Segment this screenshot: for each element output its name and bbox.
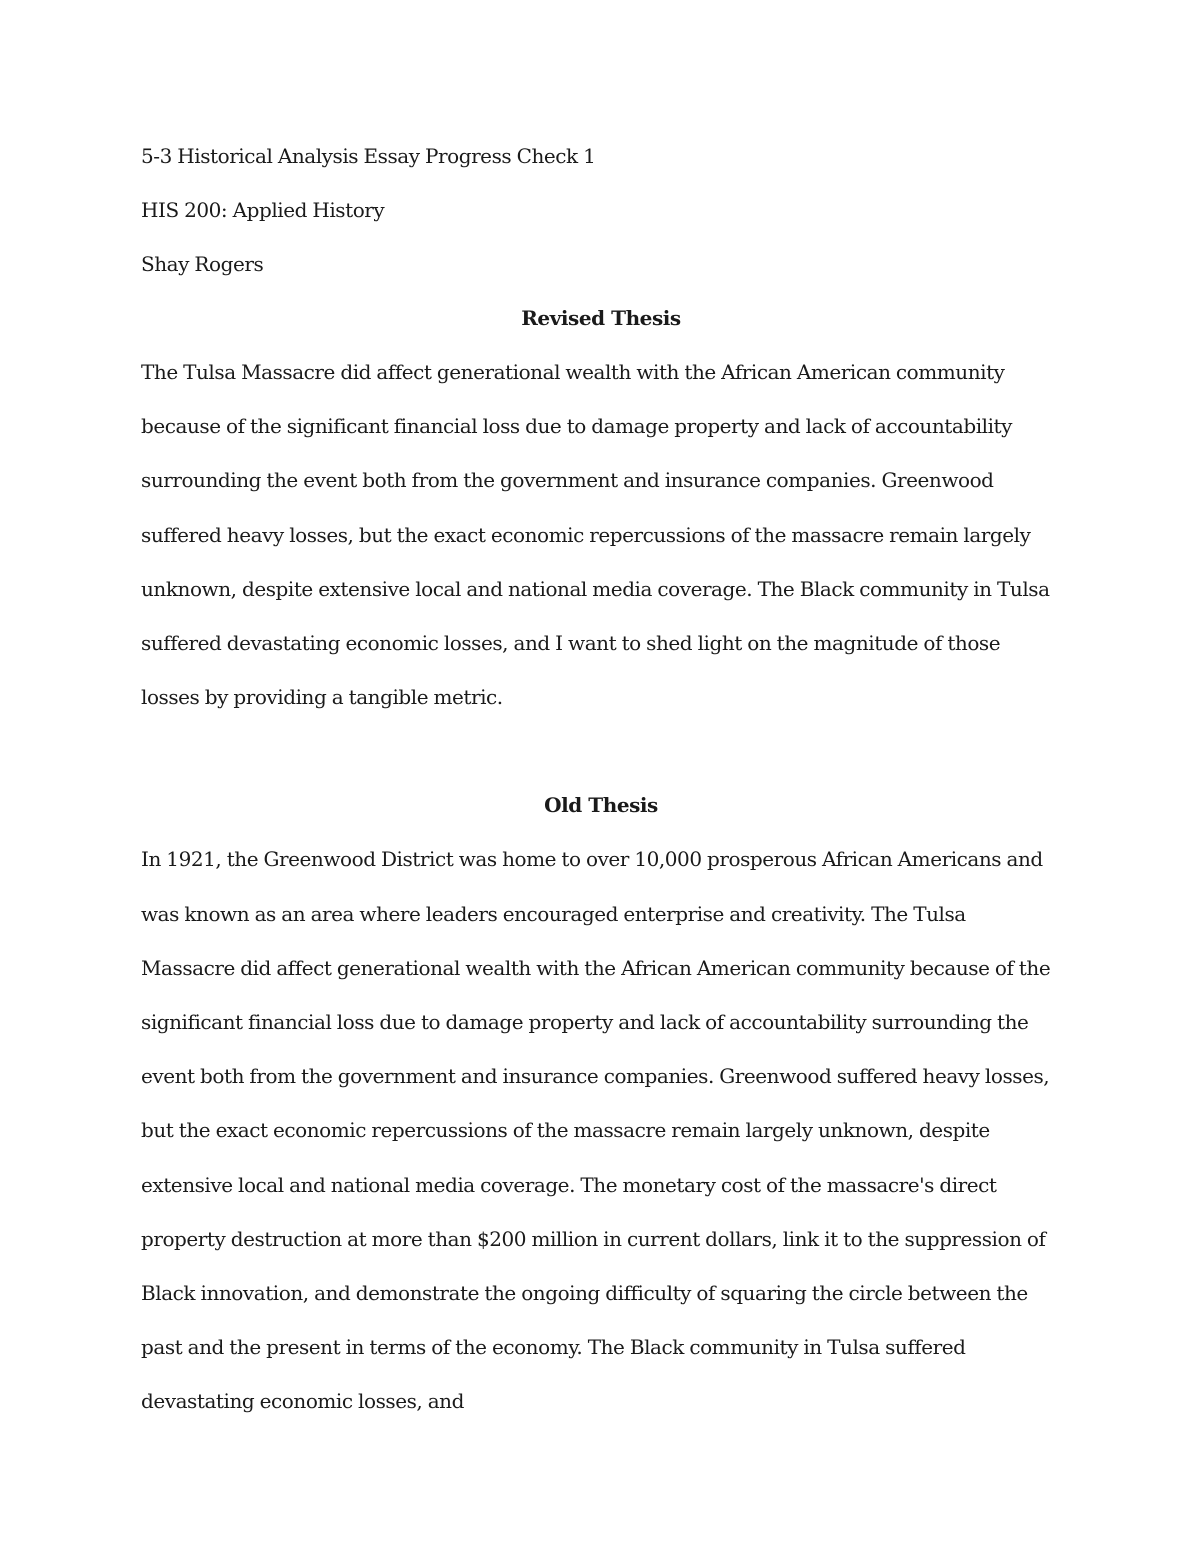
course-name: HIS 200: Applied History xyxy=(141,198,385,222)
old-thesis-body: In 1921, the Greenwood District was home to over 10,000 prosperous African Americans and was known as an area where leaders encouraged enterprise and creativity. The Tulsa Massacre did affect generational wealth with the African American community because of the significant financial loss due to damage property and lack of accountability surrounding the event both from the government and insurance companies. Greenwood suffered heavy losses, but the exact economic repercussions of the massacre remain largely unknown, despite extensive local and national media coverage. The monetary cost of the massacre's direct property destruction at more than $200 million in current dollars, link it to the suppression of Black innovation, and demonstrate the ongoing difficulty of squaring the circle between the past and the present in terms of the economy. The Black community in Tulsa suffered devastating economic losses, and xyxy=(141,847,1051,1414)
author-name: Shay Rogers xyxy=(141,252,264,276)
revised-thesis-body: The Tulsa Massacre did affect generational wealth with the African American community because of the significant financial loss due to damage property and lack of accountability surrounding the event both from the government and insurance companies. Greenwood suffered heavy losses, but the exact economic repercussions of the massacre remain largely unknown, despite extensive local and national media coverage. The Black community in Tulsa suffered devastating economic losses, and I want to shed light on the magnitude of those losses by providing a tangible metric. xyxy=(141,360,1050,710)
assignment-title: 5-3 Historical Analysis Essay Progress Check 1 xyxy=(141,144,596,168)
document-content xyxy=(141,129,1061,1429)
old-thesis-heading: Old Thesis xyxy=(544,793,658,818)
section-spacer xyxy=(141,724,1061,778)
revised-thesis-heading: Revised Thesis xyxy=(521,306,681,330)
